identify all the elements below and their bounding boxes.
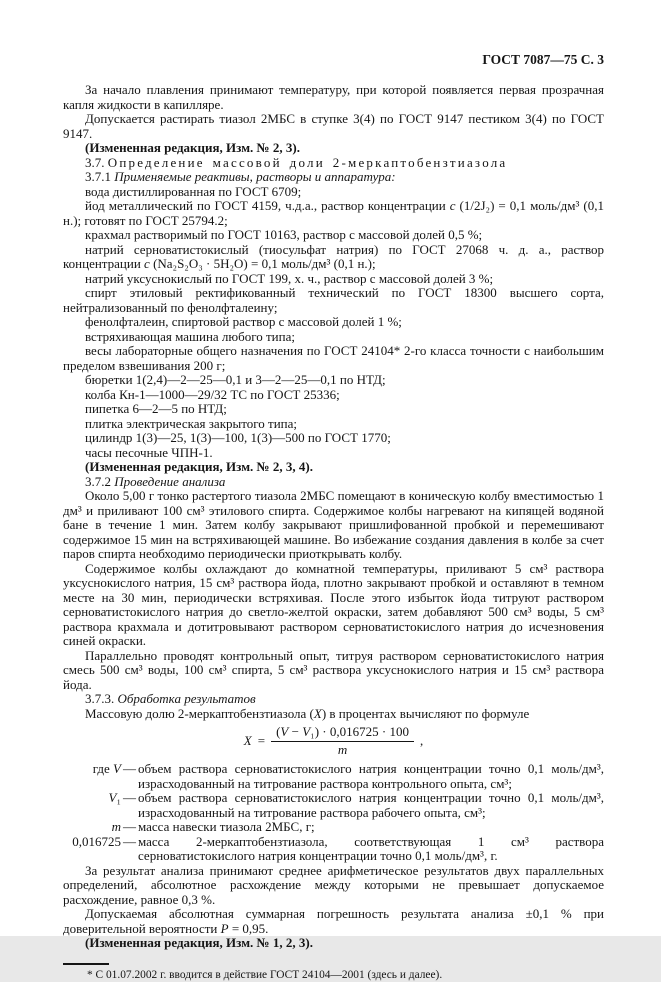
text-run: цилиндр 1(3)—25, 1(3)—100, 1(3)—500 по ГОСТ 1770; <box>85 430 391 445</box>
text-run: 3.7.2 <box>85 473 115 489</box>
text-run: Содержимое колбы охлаждают до комнатной температуры, приливают 5 см³ раствора уксуснокислого натрия, 15 см³ раствора йода, плотно закрывают пробкой и оставляют в темном месте на 30 мин, периодически встряхивая. После этого избыток йода титруют раствором серноватистокислого натрия до светло-желтой окраски, затем добавляют 500 см³ воды, 5 см³ раствора крахмала и дотитровывают раствором серноватистокислого натрия до исчезновения синей окраски. <box>63 560 604 648</box>
text-run: Применяемые реактивы, растворы и аппаратура: <box>114 169 396 184</box>
formula-fraction <box>271 725 414 757</box>
text-run: спирт этиловый ректификованный технический по ГОСТ 18300 высшего сорта, нейтрализованный по фенолфталеину; <box>63 285 604 315</box>
definition-text <box>138 835 604 864</box>
definition-dash: — <box>123 761 136 776</box>
text-run: 3.7.1 <box>85 169 115 184</box>
text-run: V <box>113 761 121 776</box>
text-run: масса навески тиазола 2МБС, г; <box>138 819 315 834</box>
definition-term <box>63 791 121 820</box>
text-run: с <box>449 198 456 213</box>
formula-equals: = <box>257 733 266 748</box>
document-body <box>63 52 604 982</box>
text-run: Р <box>220 920 229 936</box>
paragraph <box>63 489 604 562</box>
paragraph <box>63 156 604 171</box>
definition-text <box>138 791 604 820</box>
paragraph <box>63 315 604 330</box>
paragraph <box>63 344 604 373</box>
footnote-rule <box>63 963 109 965</box>
text-run: ₁ <box>116 790 121 805</box>
paragraph <box>63 907 604 936</box>
text-run: 0,016725 <box>72 833 121 849</box>
paragraph <box>63 402 604 417</box>
text-run: Допускаемая абсолютная суммарная погрешность результата анализа ±0,1 % при доверительной вероятности <box>63 906 604 936</box>
text-run: ₁ <box>310 724 315 739</box>
text-run: = 0,95. <box>228 920 269 936</box>
text-run: Около 5,00 г тонко растертого тиазола 2МБС помещают в коническую колбу вместимостью 1 дм³ и приливают 100 см³ этилового спирта. Содержимое колбы нагревают на кипящей водяной бане в течение 1 мин. Затем колбу закрывают пришлифованной пробкой и перемешивают содержимое 15 мин на встряхивающей машине. Во избежание создания давления в колбе за счет паров спирта необходимо периодически приоткрывать колбу. <box>63 488 604 561</box>
text-run: ) · 0,016725 · 100 <box>314 724 409 739</box>
paragraph <box>63 199 604 228</box>
text-run: V <box>302 724 311 739</box>
paragraph <box>63 373 604 388</box>
text-run: X <box>313 705 322 721</box>
text-run: пипетка 6—2—5 по НТД; <box>85 401 227 416</box>
text-run: весы лабораторные общего назначения по ГОСТ 24104* 2-го класса точности с наибольшим пределом взвешивания 200 г; <box>63 343 604 373</box>
paragraph <box>63 460 604 475</box>
definition-row <box>63 820 604 835</box>
paragraph <box>63 475 604 490</box>
page-header: ГОСТ 7087—75 С. 3 <box>482 52 604 67</box>
definition-term <box>63 762 121 791</box>
definitions <box>63 762 604 864</box>
paragraph <box>63 185 604 200</box>
text-run: плитка электрическая закрытого типа; <box>85 415 297 431</box>
definition-row <box>63 791 604 820</box>
text-run: часы песочные ЧПН-1. <box>85 444 213 460</box>
paragraph <box>63 692 604 707</box>
paragraph <box>63 649 604 693</box>
text-run: бюретки 1(2,4)—2—25—0,1 и 3—2—25—0,1 по НТД; <box>85 372 386 387</box>
text-run: крахмал растворимый по ГОСТ 10163, раствор с массовой долей 0,5 %; <box>85 227 483 242</box>
paragraph <box>63 272 604 287</box>
text-block-2 <box>63 864 604 951</box>
text-run: с <box>144 256 150 271</box>
paragraph <box>63 243 604 272</box>
paragraph <box>63 417 604 432</box>
text-run: За результат анализа принимают среднее арифметическое результатов двух параллельных определений, абсолютное расхождение между которыми не превышает допускаемое расхождение, равное 0,3 %. <box>63 862 604 907</box>
paragraph <box>63 228 604 243</box>
definition-row <box>63 835 604 864</box>
text-run: объем раствора серноватистокислого натрия концентрации точно 0,1 моль/дм³, израсходованный на титрование раствора рабочего опыта, см³; <box>138 790 604 820</box>
text-run: Обработка результатов <box>117 691 256 706</box>
paragraph <box>63 112 604 141</box>
paragraph <box>63 431 604 446</box>
text-run: вода дистиллированная по ГОСТ 6709; <box>85 183 302 199</box>
paragraph <box>63 864 604 908</box>
formula-denominator: m <box>337 742 348 757</box>
text-run: Определение массовой доли 2-меркаптобензтиазола <box>107 154 508 170</box>
footnote-block <box>63 963 604 982</box>
text-run: (Измененная редакция, Изм. № 2, 3). <box>85 140 300 155</box>
text-run: (1/2J₂) = 0,1 моль/дм³ (0,1 н.); готовят по ГОСТ 25794.2; <box>63 198 604 228</box>
text-run: масса 2-меркаптобензтиазола, соответствующая 1 см³ раствора серноватистокислого натрия концентрации точно 0,1 моль/дм³, г. <box>138 833 604 863</box>
text-run: (Измененная редакция, Изм. № 1, 2, 3). <box>85 935 313 950</box>
text-run: колба Кн-1—1000—29/32 ТС по ГОСТ 25336; <box>85 386 340 402</box>
paragraph <box>63 562 604 649</box>
text-run: Проведение анализа <box>114 473 226 489</box>
text-run: − <box>288 724 303 739</box>
paragraph <box>63 446 604 461</box>
text-run: ( <box>276 724 281 739</box>
paragraph <box>63 388 604 403</box>
text-run: V <box>108 790 117 805</box>
text-run: 3.7.3. <box>85 691 118 706</box>
text-run: 3.7. <box>85 154 108 170</box>
text-run: Допускается растирать тиазол 2МБС в ступке 3(4) по ГОСТ 9147 пестиком 3(4) по ГОСТ 9147. <box>63 111 604 141</box>
text-run: где <box>92 761 114 776</box>
paragraph <box>63 707 604 722</box>
definition-dash: — <box>123 819 136 834</box>
definition-text <box>138 762 604 791</box>
paragraph <box>63 286 604 315</box>
formula <box>63 725 604 757</box>
text-run: встряхивающая машина любого типа; <box>85 328 295 344</box>
text-run: ) в процентах вычисляют по формуле <box>321 705 530 721</box>
footnote-text: * С 01.07.2002 г. вводится в действие ГОСТ 24104—2001 (здесь и далее). <box>87 968 443 981</box>
paragraph <box>63 936 604 951</box>
text-run: (Измененная редакция, Изм. № 2, 3, 4). <box>85 459 313 474</box>
definition-term <box>63 835 121 864</box>
text-run: Массовую долю 2-меркаптобензтиазола ( <box>85 705 314 721</box>
text-run: (Na₂S₂O₃ · 5Н₂О) = 0,1 моль/дм³ (0,1 н.); <box>149 256 376 271</box>
text-block-1 <box>63 83 604 721</box>
paragraph <box>63 170 604 185</box>
formula-numerator <box>271 725 414 742</box>
text-run: объем раствора серноватистокислого натрия концентрации точно 0,1 моль/дм³, израсходованный на титрование раствора контрольного опыта, см³; <box>138 761 604 791</box>
text-run: Параллельно проводят контрольный опыт, титруя раствором серноватистокислого натрия смесь 500 см³ воды, 100 см³ спирта, 5 см³ раствора уксуснокислого натрия и 15 см³ раствора йода. <box>63 647 604 692</box>
paragraph <box>63 141 604 156</box>
formula-lhs: X <box>243 733 252 748</box>
definition-term <box>63 820 121 835</box>
text-run: m <box>111 819 121 834</box>
definition-dash: — <box>123 833 136 849</box>
formula-comma: , <box>419 733 424 748</box>
definition-row <box>63 762 604 791</box>
text-run: натрий серноватистокислый (тиосульфат натрия) по ГОСТ 27068 ч. д. а., раствор концентрации <box>63 241 604 271</box>
definition-text <box>138 820 604 835</box>
definition-dash: — <box>123 790 136 805</box>
paragraph <box>63 83 604 112</box>
paragraph <box>63 330 604 345</box>
text-run: За начало плавления принимают температуру, при которой появляется первая прозрачная капля жидкости в капилляре. <box>63 82 604 112</box>
text-run: V <box>280 724 289 739</box>
text-run: натрий уксуснокислый по ГОСТ 199, х. ч., раствор с массовой долей 3 %; <box>85 270 494 286</box>
text-run: йод металлический по ГОСТ 4159, ч.д.а., раствор концентрации <box>85 198 450 213</box>
text-run: фенолфталеин, спиртовой раствор с массовой долей 1 %; <box>85 314 402 329</box>
